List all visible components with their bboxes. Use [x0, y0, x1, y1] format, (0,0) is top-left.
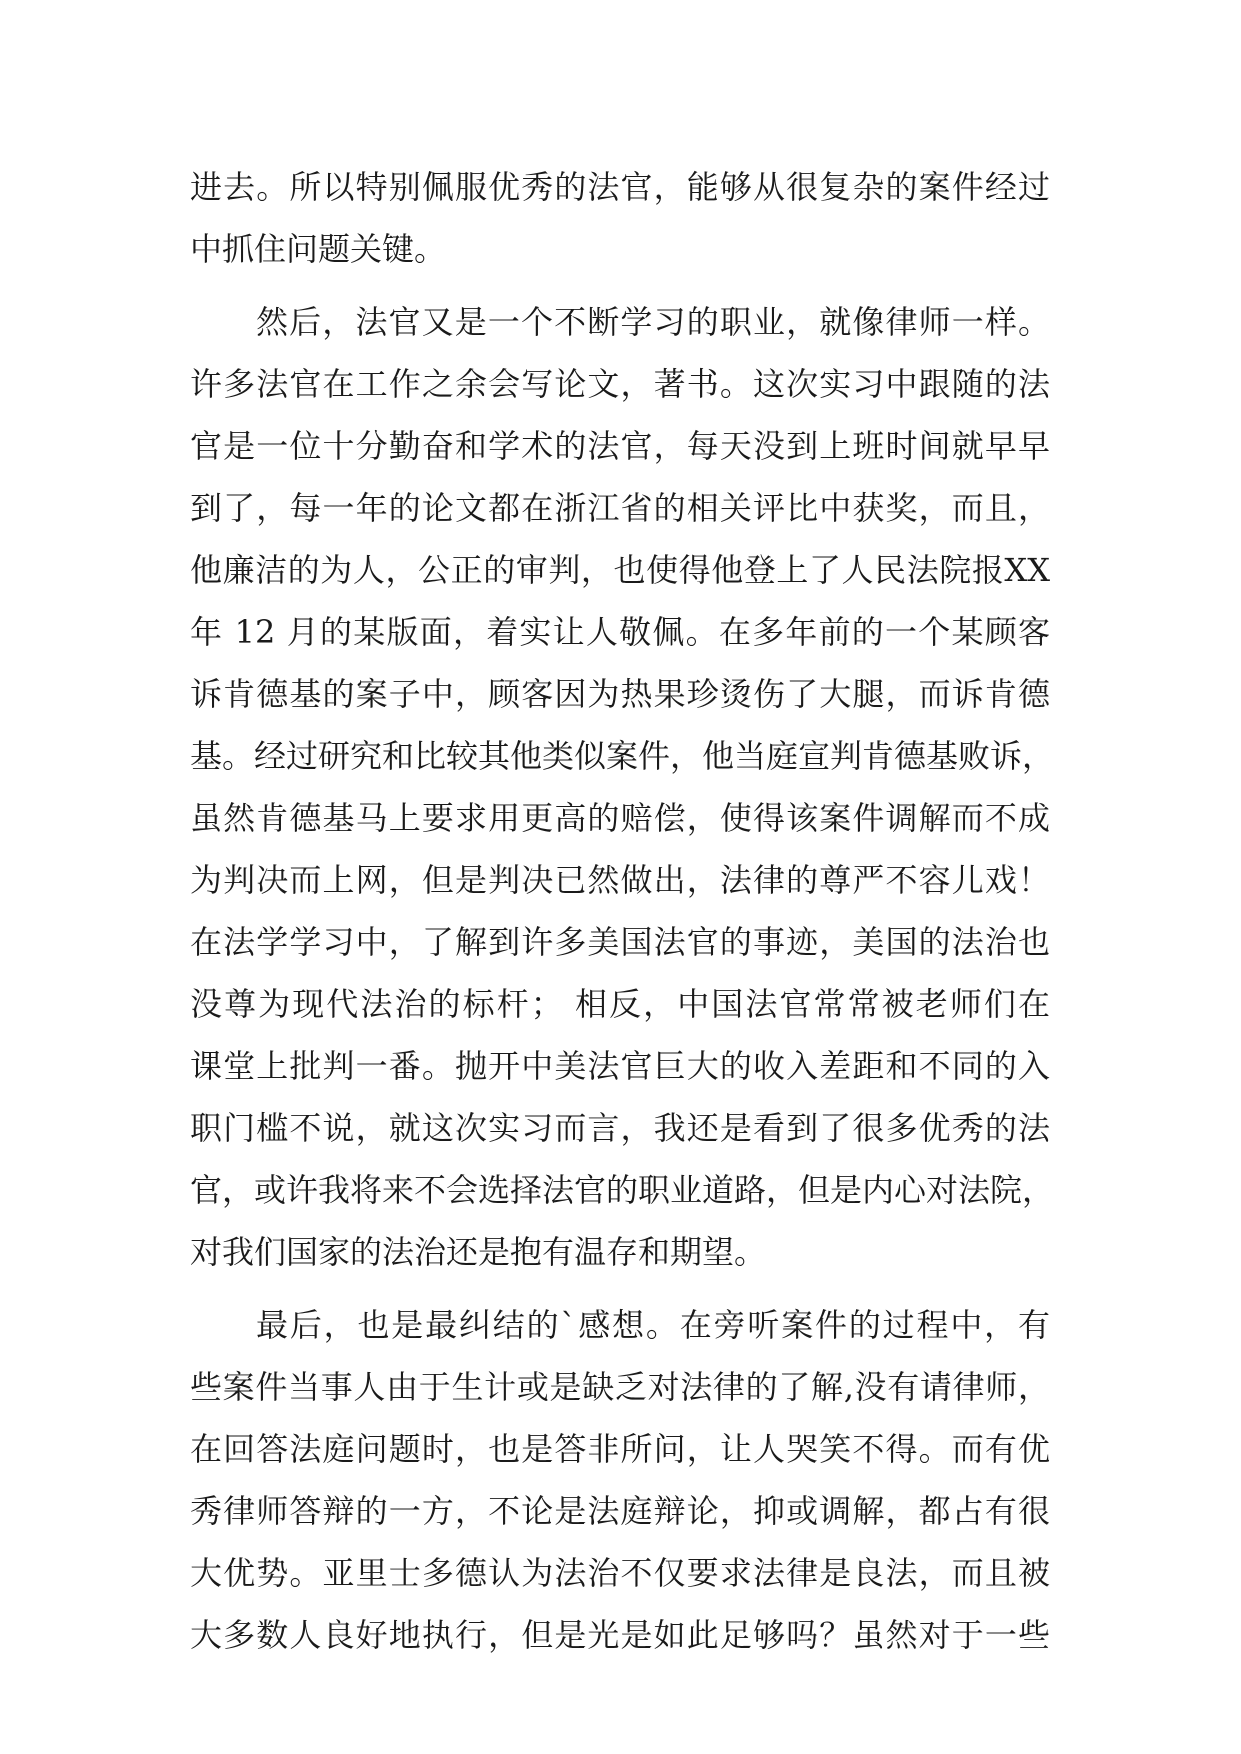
text-line: 课堂上批判一番。抛开中美法官巨大的收入差距和不同的入 — [190, 1047, 1050, 1085]
text-line: 官是一位十分勤奋和学术的法官，每天没到上班时间就早早 — [190, 427, 1050, 465]
text-line: 对我们国家的法治还是抱有温存和期望。 — [190, 1233, 767, 1271]
text-line: 为判决而上网，但是判决已然做出，法律的尊严不容儿戏！ — [190, 861, 1050, 899]
text-line: 基。经过研究和比较其他类似案件，他当庭宣判肯德基败诉， — [190, 737, 1055, 775]
text-line: 没尊为现代法治的标杆； 相反，中国法官常常被老师们在 — [190, 985, 1050, 1023]
text-line: 大多数人良好地执行，但是光是如此足够吗？虽然对于一些 — [190, 1616, 1050, 1654]
text-line: 虽然肯德基马上要求用更高的赔偿，使得该案件调解而不成 — [190, 799, 1050, 837]
text-line: 到了，每一年的论文都在浙江省的相关评比中获奖，而且， — [190, 489, 1050, 527]
text-line: 然后，法官又是一个不断学习的职业，就像律师一样。 — [256, 303, 1050, 341]
body-text — [190, 156, 1055, 1666]
text-line: 中抓住问题关键。 — [190, 230, 447, 268]
text-line: 官，或许我将来不会选择法官的职业道路，但是内心对法院， — [190, 1171, 1055, 1209]
text-line: 在回答法庭问题时，也是答非所问，让人哭笑不得。而有优 — [190, 1430, 1050, 1468]
text-line: 在法学学习中，了解到许多美国法官的事迹，美国的法治也 — [190, 923, 1050, 961]
text-line: 大优势。亚里士多德认为法治不仅要求法律是良法，而且被 — [190, 1554, 1050, 1592]
text-line: 他廉洁的为人，公正的审判，也使得他登上了人民法院报XX — [190, 551, 1050, 589]
text-line: 进去。所以特别佩服优秀的法官，能够从很复杂的案件经过 — [190, 168, 1050, 206]
text-line: 年 12 月的某版面，着实让人敬佩。在多年前的一个某顾客 — [190, 613, 1050, 651]
text-line: 最后，也是最纠结的`感想。在旁听案件的过程中，有 — [256, 1306, 1050, 1344]
text-line: 诉肯德基的案子中，顾客因为热果珍烫伤了大腿，而诉肯德 — [190, 675, 1050, 713]
text-line: 些案件当事人由于生计或是缺乏对法律的了解,没有请律师， — [190, 1368, 1050, 1406]
text-line: 职门槛不说，就这次实习而言，我还是看到了很多优秀的法 — [190, 1109, 1050, 1147]
text-line: 秀律师答辩的一方，不论是法庭辩论，抑或调解，都占有很 — [190, 1492, 1050, 1530]
text-line: 许多法官在工作之余会写论文，著书。这次实习中跟随的法 — [190, 365, 1050, 403]
